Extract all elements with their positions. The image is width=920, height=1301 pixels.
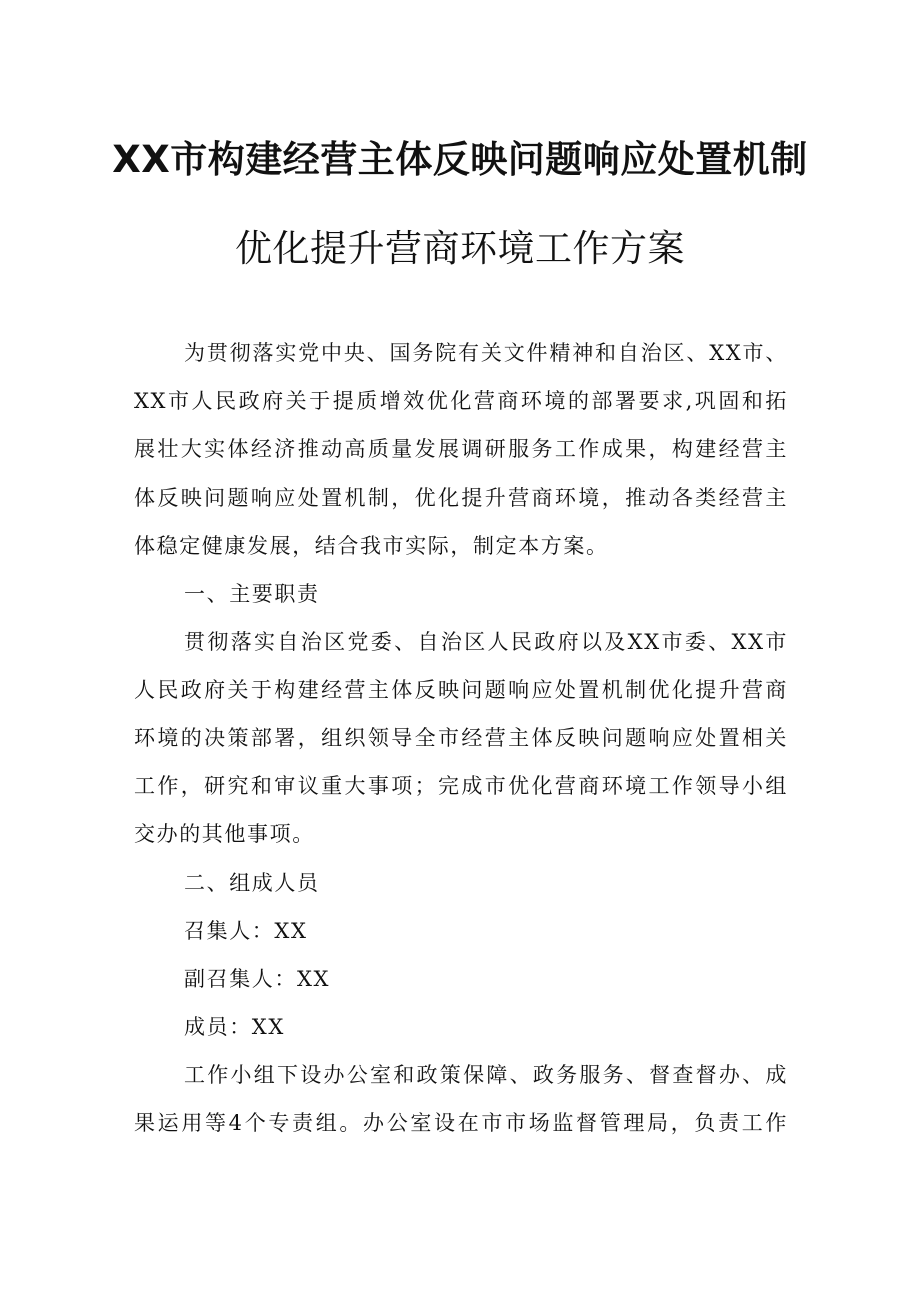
member-line: 召集人：XX (184, 919, 308, 943)
body-line: XX市人民政府关于提质增效优化营商环境的部署要求,巩固和拓 (134, 389, 788, 413)
body-line: 人民政府关于构建经营主体反映问题响应处置机制优化提升营商 (134, 678, 788, 702)
member-line: 副召集人：XX (184, 967, 331, 991)
section-heading: 二、组成人员 (184, 871, 320, 895)
document-title-line-1: XX市构建经营主体反映问题响应处置机制 (112, 138, 808, 181)
body-line: 工作，研究和审议重大事项；完成市优化营商环境工作领导小组 (134, 774, 788, 798)
body-line: 环境的决策部署，组织领导全市经营主体反映问题响应处置相关 (134, 726, 788, 750)
document-title-line-2: 优化提升营商环境工作方案 (235, 227, 685, 270)
body-line: 果运用等4个专责组。办公室设在市市场监督管理局，负责工作 (134, 1111, 788, 1135)
member-line: 成员：XX (184, 1015, 285, 1039)
body-line: 工作小组下设办公室和政策保障、政务服务、督查督办、成 (184, 1063, 788, 1087)
body-line: 展壮大实体经济推动高质量发展调研服务工作成果，构建经营主 (134, 437, 788, 461)
body-line: 交办的其他事项。 (134, 822, 315, 846)
body-line: 体稳定健康发展，结合我市实际，制定本方案。 (134, 534, 609, 558)
body-line: 为贯彻落实党中央、国务院有关文件精神和自治区、XX市、 (184, 341, 788, 365)
body-line: 贯彻落实自治区党委、自治区人民政府以及XX市委、XX市 (184, 630, 788, 654)
section-heading: 一、主要职责 (184, 582, 320, 606)
body-line: 体反映问题响应处置机制，优化提升营商环境，推动各类经营主 (134, 486, 788, 510)
